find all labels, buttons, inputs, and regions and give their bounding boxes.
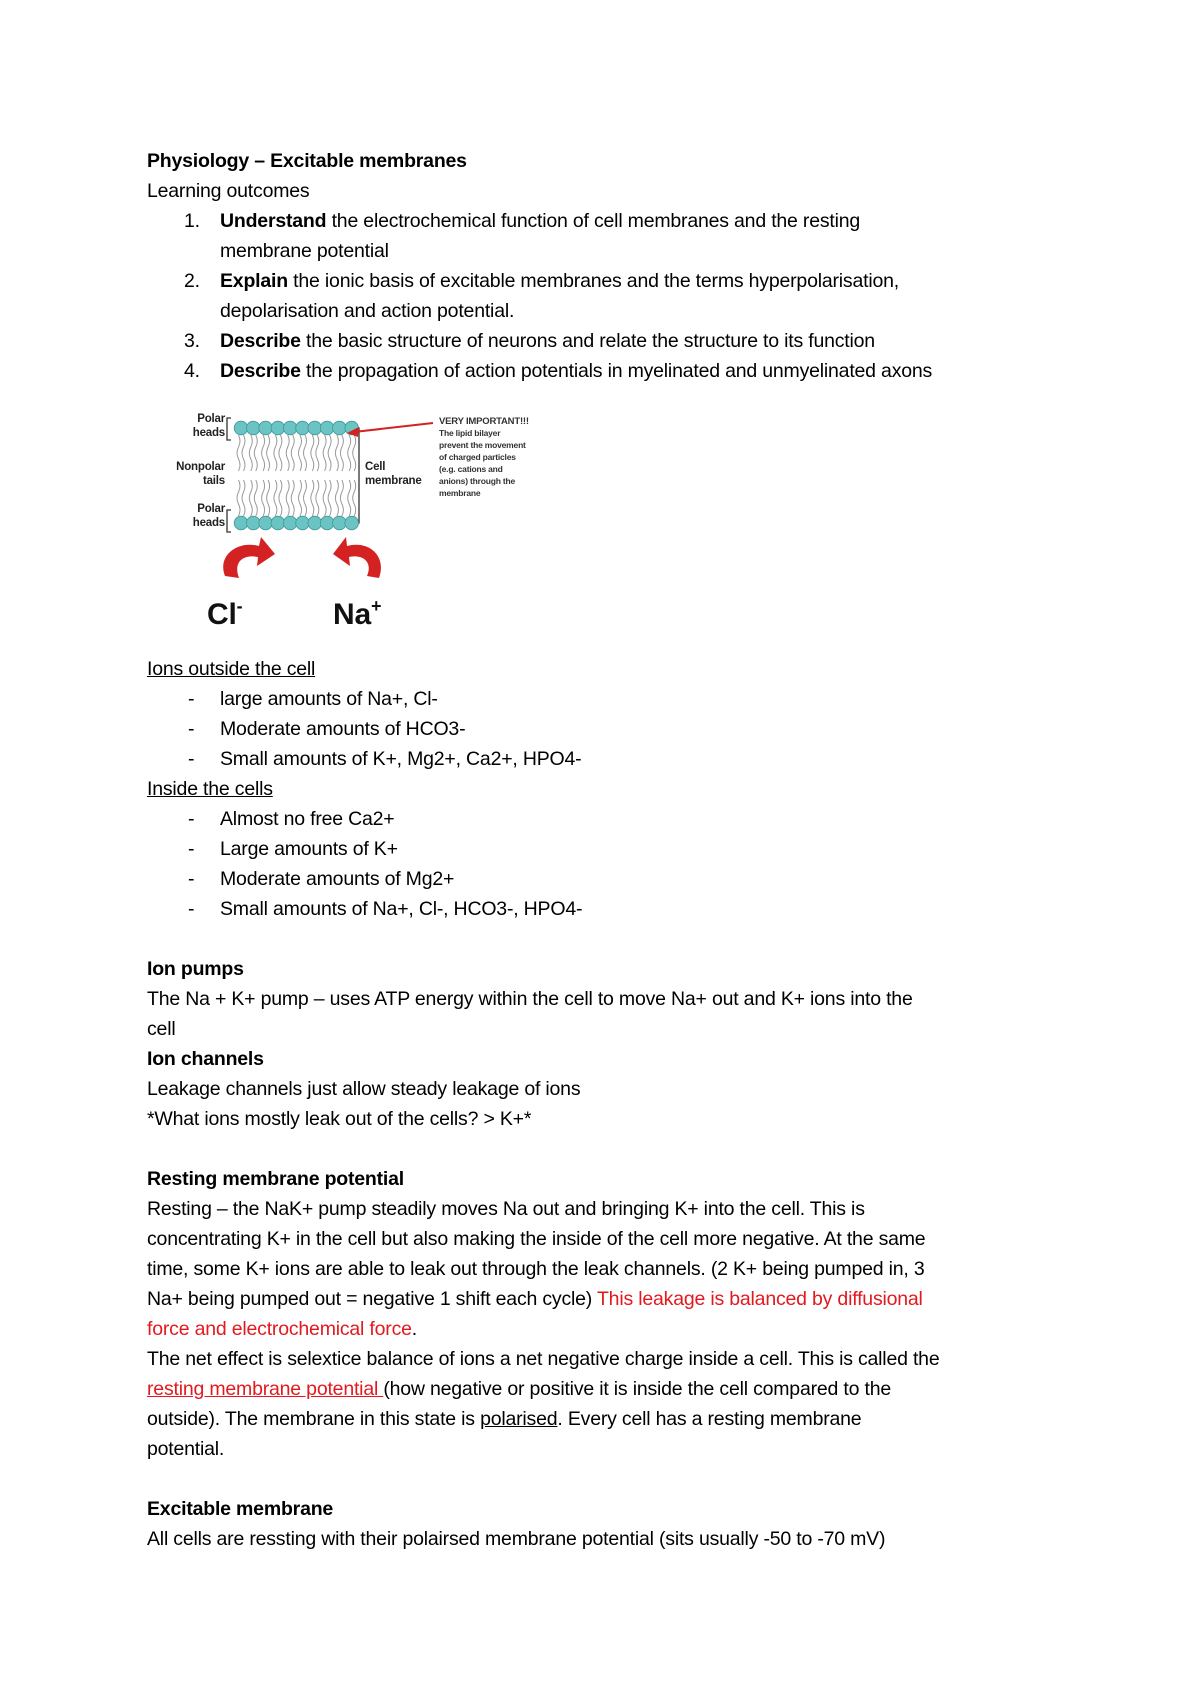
lipid-tail [286, 435, 289, 471]
lipid-tail [242, 480, 245, 516]
item-number: 3. [184, 330, 200, 352]
annotation-line: anions) through the [439, 476, 515, 486]
item-text: the electrochemical function of cell membranes and the resting [326, 210, 861, 232]
item-verb: Describe [220, 330, 301, 352]
polar-heads-top-label-1: Polar [197, 413, 225, 425]
ion-channels-heading: Ion channels [147, 1048, 264, 1070]
resting-text-8a: outside). The membrane in this state is [147, 1408, 481, 1430]
resting-text-1: Resting – the NaK+ pump steadily moves Na out and bringing K+ into the cell. This is [147, 1198, 865, 1220]
lipid-tail [299, 435, 302, 471]
highlighted-text: force and electrochemical force [147, 1318, 412, 1340]
polar-heads-bottom-label-2: heads [192, 517, 225, 529]
lipid-tail [249, 435, 252, 471]
polar-head [247, 421, 261, 435]
item-text: the propagation of action potentials in myelinated and unmyelinated axons [300, 360, 933, 382]
polar-head [259, 516, 273, 530]
lipid-tail [348, 435, 351, 471]
polar-head [283, 421, 297, 435]
list-item [147, 266, 1067, 326]
ions-outside-list [147, 684, 1067, 774]
bracket-bottom [227, 510, 231, 532]
document-body [147, 146, 1067, 1554]
polar-heads-bottom-label-1: Polar [197, 503, 225, 515]
ion-channels-text-2: *What ions mostly leak out of the cells? > K+* [147, 1108, 532, 1130]
lipid-tail [299, 480, 302, 516]
resting-text-7: (how negative or positive it is inside the cell compared to the [383, 1378, 891, 1400]
excitable-text-1: All cells are ressting with their polairsed membrane potential (sits usually -50 to -70 mV) [147, 1528, 886, 1550]
item-verb: Describe [220, 360, 301, 382]
polar-head [296, 516, 310, 530]
resting-text-5-end: . [411, 1318, 417, 1340]
item-verb: Explain [220, 270, 288, 292]
resting-text-8c: . Every cell has a resting membrane [557, 1408, 862, 1430]
polar-head [271, 421, 285, 435]
ions-outside-heading: Ions outside the cell [147, 658, 316, 680]
item-number: 2. [184, 270, 200, 292]
item-number: 4. [184, 360, 200, 382]
list-item [147, 326, 1067, 356]
excitable-heading: Excitable membrane [147, 1498, 334, 1520]
cell-membrane-label-1: Cell [365, 461, 386, 473]
lipid-bilayer-figure [147, 406, 587, 651]
nonpolar-tails [237, 435, 356, 516]
annotation-title: VERY IMPORTANT!!! [439, 416, 529, 427]
lipid-tail [335, 480, 338, 516]
lipid-tail [267, 480, 270, 516]
list-item: - Small amounts of K+, Mg2+, Ca2+, HPO4- [188, 748, 582, 770]
item-text-continued: membrane potential [220, 240, 389, 262]
sodium-charge: + [370, 596, 382, 616]
polar-head [247, 516, 261, 530]
polar-heads-bottom-row [234, 516, 358, 530]
sodium-arrow-icon [333, 537, 381, 578]
resting-text-3: time, some K+ ions are able to leak out through the leak channels. (2 K+ being pumped in, 3 [147, 1258, 925, 1280]
lipid-tail [262, 480, 265, 516]
chloride-symbol: Cl [207, 598, 237, 631]
list-item-text: Moderate amounts of HCO3- [220, 718, 466, 740]
polar-head [234, 421, 248, 435]
learning-outcomes-heading: Learning outcomes [147, 180, 310, 202]
list-item-text: Almost no free Ca2+ [220, 808, 395, 830]
polar-head [234, 516, 248, 530]
item-text-continued: depolarisation and action potential. [220, 300, 515, 322]
item-verb: Understand [220, 210, 327, 232]
resting-text-9: potential. [147, 1438, 225, 1460]
polar-heads-top-label-2: heads [192, 427, 225, 439]
ion-pumps-text-1: The Na + K+ pump – uses ATP energy within the cell to move Na+ out and K+ ions into the [147, 988, 913, 1010]
polar-heads-top-row [234, 421, 358, 435]
lipid-tail [328, 480, 331, 516]
lipid-tail [279, 480, 282, 516]
lipid-tail [304, 435, 307, 471]
resting-heading: Resting membrane potential [147, 1168, 405, 1190]
lipid-tail [335, 435, 338, 471]
list-item [147, 206, 1067, 266]
chloride-ion-label [207, 596, 243, 631]
polar-head [320, 421, 334, 435]
sodium-ion-label [333, 596, 381, 631]
lipid-tail [328, 435, 331, 471]
lipid-tail [274, 480, 277, 516]
lipid-tail [237, 480, 240, 516]
lipid-tail [237, 435, 240, 471]
item-number: 1. [184, 210, 200, 232]
annotation-line: membrane [439, 488, 481, 498]
list-item: - Large amounts of K+ [188, 838, 398, 860]
list-item: - large amounts of Na+, Cl- [188, 688, 438, 710]
highlighted-text: This leakage is balanced by diffusional [596, 1288, 923, 1310]
list-item [147, 356, 1067, 386]
lipid-tail [249, 480, 252, 516]
lipid-tail [279, 435, 282, 471]
nonpolar-tails-label-1: Nonpolar [176, 461, 225, 473]
lipid-tail [311, 435, 314, 471]
lipid-tail [304, 480, 307, 516]
page-title: Physiology – Excitable membranes [147, 150, 467, 172]
annotation-line: (e.g. cations and [439, 464, 503, 474]
sodium-symbol: Na [333, 598, 371, 631]
list-item-text: large amounts of Na+, Cl- [220, 688, 438, 710]
resting-potential-term: resting membrane potential [147, 1378, 384, 1400]
polar-head [333, 421, 347, 435]
cell-membrane-label-2: membrane [365, 475, 422, 487]
list-item-text: Small amounts of Na+, Cl-, HCO3-, HPO4- [220, 898, 583, 920]
resting-text-4: Na+ being pumped out = negative 1 shift each cycle) [147, 1288, 597, 1310]
ion-pumps-heading: Ion pumps [147, 958, 244, 980]
item-text: the ionic basis of excitable membranes and the terms hyperpolarisation, [287, 270, 899, 292]
polar-head [296, 421, 310, 435]
lipid-tail [348, 480, 351, 516]
polar-head [320, 516, 334, 530]
learning-outcomes-list [147, 206, 1067, 386]
list-item-text: Large amounts of K+ [220, 838, 398, 860]
annotation-line: The lipid bilayer [439, 428, 501, 438]
list-item-text: Small amounts of K+, Mg2+, Ca2+, HPO4- [220, 748, 582, 770]
resting-text-2: concentrating K+ in the cell but also making the inside of the cell more negative. At the same [147, 1228, 926, 1250]
lipid-tail [340, 435, 343, 471]
annotation-line: prevent the movement [439, 440, 526, 450]
lipid-tail [311, 480, 314, 516]
lipid-tail [323, 435, 326, 471]
bracket-top [227, 418, 231, 440]
lipid-tail [340, 480, 343, 516]
lipid-tail [316, 435, 319, 471]
polar-head [308, 421, 322, 435]
nonpolar-tails-label-2: tails [202, 475, 225, 487]
lipid-tail [254, 480, 257, 516]
lipid-tail [242, 435, 245, 471]
lipid-tail [291, 435, 294, 471]
list-item: - Almost no free Ca2+ [188, 808, 395, 830]
lipid-tail [274, 435, 277, 471]
item-text: the basic structure of neurons and relate the structure to its function [300, 330, 875, 352]
list-item: - Moderate amounts of Mg2+ [188, 868, 455, 890]
polar-head [333, 516, 347, 530]
lipid-tail [291, 480, 294, 516]
polar-head [271, 516, 285, 530]
polarised-term: polarised [480, 1408, 558, 1430]
resting-text-6: The net effect is selextice balance of ions a net negative charge inside a cell. This is called the [147, 1348, 940, 1370]
polar-head [283, 516, 297, 530]
ions-inside-heading: Inside the cells [147, 778, 273, 800]
lipid-tail [254, 435, 257, 471]
lipid-tail [262, 435, 265, 471]
list-item-text: Moderate amounts of Mg2+ [220, 868, 455, 890]
polar-head [308, 516, 322, 530]
lipid-tail [353, 435, 356, 471]
annotation-arrow [354, 423, 433, 432]
ion-pumps-text-2: cell [147, 1018, 176, 1040]
ion-channels-text-1: Leakage channels just allow steady leakage of ions [147, 1078, 581, 1100]
chloride-charge: - [236, 596, 243, 616]
ions-inside-list [147, 804, 1067, 924]
lipid-tail [323, 480, 326, 516]
lipid-tail [316, 480, 319, 516]
polar-head [259, 421, 273, 435]
lipid-tail [267, 435, 270, 471]
lipid-tail [286, 480, 289, 516]
lipid-tail [353, 480, 356, 516]
list-item: - Moderate amounts of HCO3- [188, 718, 466, 740]
chloride-arrow-icon [223, 537, 275, 578]
annotation-line: of charged particles [439, 452, 516, 462]
lipid-bilayer-diagram [147, 406, 587, 651]
polar-head [345, 516, 359, 530]
list-item: - Small amounts of Na+, Cl-, HCO3-, HPO4- [188, 898, 583, 920]
